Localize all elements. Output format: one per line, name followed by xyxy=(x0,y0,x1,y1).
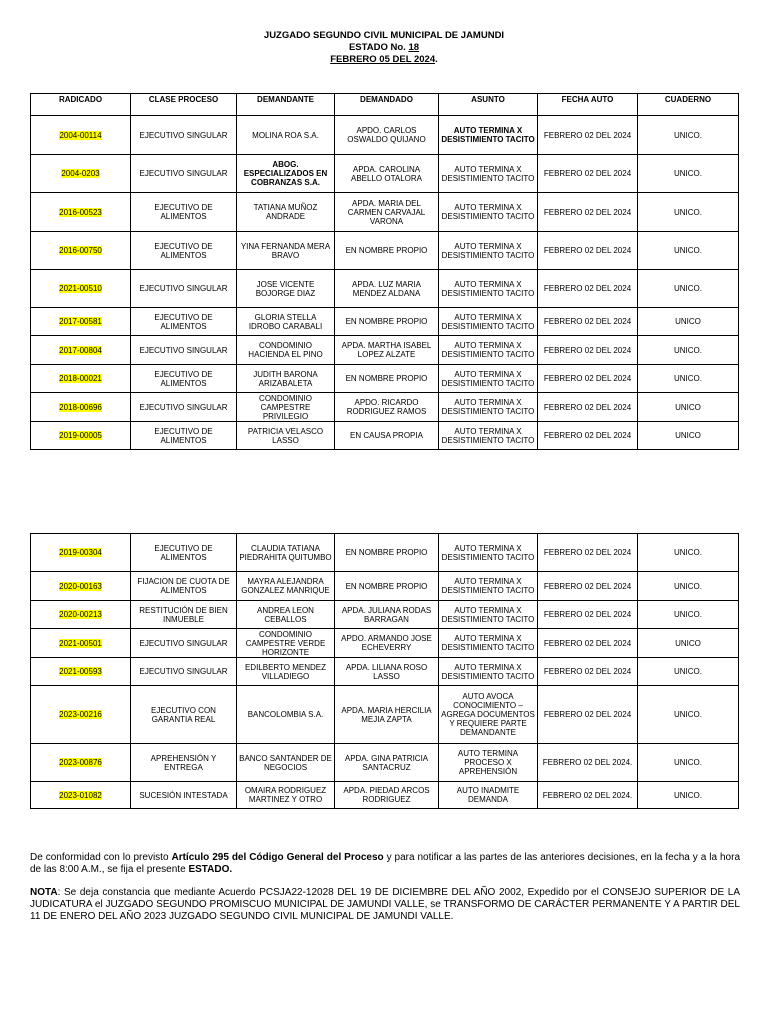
radicado-number: 2016-00523 xyxy=(59,207,102,217)
demandante-cell: JOSE VICENTE BOJORGE DIAZ xyxy=(237,270,335,308)
cuaderno-cell: UNICO. xyxy=(638,572,739,601)
demandado-cell: EN NOMBRE PROPIO xyxy=(335,365,439,393)
cuaderno-cell: UNICO xyxy=(638,308,739,336)
nota-paragraph: NOTA: Se deja constancia que mediante Acuerdo PCSJA22-12028 DEL 19 DE DICIEMBRE DEL AÑO 2002, Expedido por el CONSEJO SUPERIOR DE LA JUDICATURA el JUZGADO SEGUNDO PROMISCUO MUNICIPAL DE JAMUNDI VALLE, se TRANSFORMO DE CARÁCTER PERMANENTE Y A PARTIR DEL 11 DE ENERO DEL AÑO 2023 JUZGADO SEGUNDO CIVIL MUNICIPAL DE JAMUNDI VALLE. xyxy=(30,887,740,922)
fecha-auto-cell: FEBRERO 02 DEL 2024 xyxy=(538,232,638,270)
clase-proceso-cell: EJECUTIVO SINGULAR xyxy=(131,270,237,308)
clase-proceso-cell: RESTITUCIÓN DE BIEN INMUEBLE xyxy=(131,601,237,629)
radicado-number: 2017-00581 xyxy=(59,317,102,326)
asunto-cell: AUTO TERMINA X DESISTIMIENTO TACITO xyxy=(439,601,538,629)
date-line: FEBRERO 05 DEL 2024. xyxy=(330,54,438,65)
demandante-cell: ANDREA LEON CEBALLOS xyxy=(237,601,335,629)
asunto-cell: AUTO TERMINA X DESISTIMIENTO TACITO xyxy=(439,629,538,658)
court-name: JUZGADO SEGUNDO CIVIL MUNICIPAL DE JAMUNDI xyxy=(263,30,505,41)
table-row xyxy=(31,782,739,809)
table-row xyxy=(31,572,739,601)
demandado-cell: EN CAUSA PROPIA xyxy=(335,422,439,450)
clase-proceso-cell: SUCESIÓN INTESTADA xyxy=(131,782,237,809)
col-header: CUADERNO xyxy=(638,94,739,116)
radicado-number: 2017-00804 xyxy=(59,345,102,355)
demandado-cell: APDA. JULIANA RODAS BARRAGAN xyxy=(335,601,439,629)
demandante-cell: YINA FERNANDA MERA BRAVO xyxy=(237,232,335,270)
radicado-cell xyxy=(31,116,131,155)
table-row xyxy=(31,658,739,686)
asunto-cell: AUTO TERMINA X DESISTIMIENTO TACITO xyxy=(439,365,538,393)
radicado-cell xyxy=(31,155,131,193)
clase-proceso-cell: APREHENSIÓN Y ENTREGA xyxy=(131,744,237,782)
fecha-auto-cell: FEBRERO 02 DEL 2024. xyxy=(538,744,638,782)
asunto-cell: AUTO TERMINA X DESISTIMIENTO TACITO xyxy=(439,270,538,308)
cuaderno-cell: UNICO. xyxy=(638,744,739,782)
fecha-auto-cell: FEBRERO 02 DEL 2024 xyxy=(538,270,638,308)
demandante-cell: BANCOLOMBIA S.A. xyxy=(237,686,335,744)
asunto-cell: AUTO TERMINA X DESISTIMIENTO TACITO xyxy=(439,116,538,155)
clase-proceso-cell: EJECUTIVO DE ALIMENTOS xyxy=(131,365,237,393)
radicado-number: 2019-00005 xyxy=(59,431,102,440)
fecha-auto-cell: FEBRERO 02 DEL 2024 xyxy=(538,601,638,629)
fecha-auto-cell: FEBRERO 02 DEL 2024 xyxy=(538,365,638,393)
demandado-cell: APDA. MARTHA ISABEL LOPEZ ALZATE xyxy=(335,336,439,365)
clase-proceso-cell: EJECUTIVO SINGULAR xyxy=(131,336,237,365)
demandado-cell: APDA. GINA PATRICIA SANTACRUZ xyxy=(335,744,439,782)
asunto-cell: AUTO TERMINA X DESISTIMIENTO TACITO xyxy=(439,572,538,601)
fecha-auto-cell: FEBRERO 02 DEL 2024 xyxy=(538,422,638,450)
demandante-cell: OMAIRA RODRIGUEZ MARTINEZ Y OTRO xyxy=(237,782,335,809)
demandante-cell: PATRICIA VELASCO LASSO xyxy=(237,422,335,450)
radicado-number: 2020-00213 xyxy=(59,610,102,619)
asunto-cell: AUTO TERMINA X DESISTIMIENTO TACITO xyxy=(439,658,538,686)
fecha-auto-cell: FEBRERO 02 DEL 2024. xyxy=(538,782,638,809)
radicado-cell xyxy=(31,744,131,782)
cuaderno-cell: UNICO. xyxy=(638,601,739,629)
demandante-cell: TATIANA MUÑOZ ANDRADE xyxy=(237,193,335,232)
demandado-cell: EN NOMBRE PROPIO xyxy=(335,572,439,601)
radicado-number: 2019-00304 xyxy=(59,548,102,557)
cuaderno-cell: UNICO. xyxy=(638,782,739,809)
demandado-cell: APDA. CAROLINA ABELLO OTALORA xyxy=(335,155,439,193)
radicado-cell xyxy=(31,782,131,809)
radicado-cell xyxy=(31,572,131,601)
fecha-auto-cell: FEBRERO 02 DEL 2024 xyxy=(538,572,638,601)
demandado-cell: APDA. MARIA HERCILIA MEJIA ZAPTA xyxy=(335,686,439,744)
radicado-cell xyxy=(31,629,131,658)
radicado-number: 2023-01082 xyxy=(59,790,102,800)
radicado-cell xyxy=(31,658,131,686)
demandante-cell: MAYRA ALEJANDRA GONZALEZ MANRIQUE xyxy=(237,572,335,601)
radicado-cell xyxy=(31,534,131,572)
cuaderno-cell: UNICO xyxy=(638,629,739,658)
radicado-cell xyxy=(31,270,131,308)
table-row xyxy=(31,601,739,629)
cuaderno-cell: UNICO. xyxy=(638,534,739,572)
table-row xyxy=(31,629,739,658)
clase-proceso-cell: EJECUTIVO DE ALIMENTOS xyxy=(131,534,237,572)
demandado-cell: APDA. MARIA DEL CARMEN CARVAJAL VARONA xyxy=(335,193,439,232)
table-row xyxy=(31,744,739,782)
demandante-cell: CONDOMINIO CAMPESTRE VERDE HORIZONTE xyxy=(237,629,335,658)
demandante-cell: MOLINA ROA S.A. xyxy=(237,116,335,155)
demandante-cell: ABOG. ESPECIALIZADOS EN COBRANZAS S.A. xyxy=(237,155,335,193)
table-row xyxy=(31,308,739,336)
demandante-cell: CONDOMINIO HACIENDA EL PINO xyxy=(237,336,335,365)
cuaderno-cell: UNICO xyxy=(638,422,739,450)
estado-table-1 xyxy=(30,93,739,450)
fecha-auto-cell: FEBRERO 02 DEL 2024 xyxy=(538,534,638,572)
radicado-cell xyxy=(31,365,131,393)
fecha-auto-cell: FEBRERO 02 DEL 2024 xyxy=(538,193,638,232)
document-header xyxy=(0,30,768,66)
fecha-auto-cell: FEBRERO 02 DEL 2024 xyxy=(538,393,638,422)
demandado-cell: APDA. LUZ MARIA MENDEZ ALDANA xyxy=(335,270,439,308)
demandado-cell: EN NOMBRE PROPIO xyxy=(335,534,439,572)
cuaderno-cell: UNICO. xyxy=(638,155,739,193)
radicado-cell xyxy=(31,686,131,744)
clase-proceso-cell: EJECUTIVO SINGULAR xyxy=(131,155,237,193)
col-header: CLASE PROCESO xyxy=(131,94,237,116)
demandado-cell: APDA. LILIANA ROSO LASSO xyxy=(335,658,439,686)
radicado-number: 2023-00216 xyxy=(59,710,102,719)
cuaderno-cell: UNICO. xyxy=(638,232,739,270)
cuaderno-cell: UNICO. xyxy=(638,116,739,155)
col-header: FECHA AUTO xyxy=(538,94,638,116)
fecha-auto-cell: FEBRERO 02 DEL 2024 xyxy=(538,658,638,686)
cuaderno-cell: UNICO. xyxy=(638,270,739,308)
demandante-cell: JUDITH BARONA ARIZABALETA xyxy=(237,365,335,393)
clase-proceso-cell: EJECUTIVO SINGULAR xyxy=(131,116,237,155)
cuaderno-cell: UNICO. xyxy=(638,365,739,393)
table-row xyxy=(31,422,739,450)
asunto-cell: AUTO TERMINA X DESISTIMIENTO TACITO xyxy=(439,232,538,270)
demandado-cell: EN NOMBRE PROPIO xyxy=(335,232,439,270)
notification-paragraph: De conformidad con lo previsto Artículo 295 del Código General del Proceso y para notificar a las partes de las anteriores decisiones, en la fecha y a la hora de las 8:00 A.M., se fija el presente ESTADO. xyxy=(30,852,741,875)
radicado-number: 2016-00750 xyxy=(59,246,102,255)
clase-proceso-cell: FIJACION DE CUOTA DE ALIMENTOS xyxy=(131,572,237,601)
clase-proceso-cell: EJECUTIVO DE ALIMENTOS xyxy=(131,422,237,450)
estado-table-2 xyxy=(30,533,739,809)
table-row xyxy=(31,336,739,365)
col-header: DEMANDADO xyxy=(335,94,439,116)
demandado-cell: APDO. RICARDO RODRIGUEZ RAMOS xyxy=(335,393,439,422)
clase-proceso-cell: EJECUTIVO CON GARANTIA REAL xyxy=(131,686,237,744)
asunto-cell: AUTO TERMINA X DESISTIMIENTO TACITO xyxy=(439,393,538,422)
radicado-number: 2004-0203 xyxy=(61,169,100,178)
asunto-cell: AUTO TERMINA PROCESO X APREHENSIÓN xyxy=(439,744,538,782)
demandado-cell: APDO. CARLOS OSWALDO QUIJANO xyxy=(335,116,439,155)
clase-proceso-cell: EJECUTIVO SINGULAR xyxy=(131,658,237,686)
table-row xyxy=(31,155,739,193)
radicado-number: 2004-00114 xyxy=(59,130,102,140)
fecha-auto-cell: FEBRERO 02 DEL 2024 xyxy=(538,629,638,658)
radicado-number: 2018-00021 xyxy=(59,374,102,383)
clase-proceso-cell: EJECUTIVO DE ALIMENTOS xyxy=(131,193,237,232)
table-row xyxy=(31,393,739,422)
radicado-cell xyxy=(31,232,131,270)
radicado-number: 2021-00593 xyxy=(59,667,102,676)
clase-proceso-cell: EJECUTIVO DE ALIMENTOS xyxy=(131,232,237,270)
radicado-number: 2018-00696 xyxy=(59,402,102,412)
radicado-number: 2021-00510 xyxy=(59,284,102,293)
table-row xyxy=(31,365,739,393)
cuaderno-cell: UNICO. xyxy=(638,336,739,365)
cuaderno-cell: UNICO xyxy=(638,393,739,422)
fecha-auto-cell: FEBRERO 02 DEL 2024 xyxy=(538,116,638,155)
table-row xyxy=(31,193,739,232)
demandado-cell: APDO. ARMANDO JOSE ECHEVERRY xyxy=(335,629,439,658)
radicado-cell xyxy=(31,422,131,450)
demandado-cell: APDA. PIEDAD ARCOS RODRIGUEZ xyxy=(335,782,439,809)
cuaderno-cell: UNICO. xyxy=(638,193,739,232)
clase-proceso-cell: EJECUTIVO SINGULAR xyxy=(131,393,237,422)
estado-number: 18 xyxy=(408,42,420,53)
radicado-cell xyxy=(31,393,131,422)
radicado-cell xyxy=(31,336,131,365)
clase-proceso-cell: EJECUTIVO DE ALIMENTOS xyxy=(131,308,237,336)
radicado-cell xyxy=(31,193,131,232)
estado-number-line: ESTADO No. 18 xyxy=(348,42,420,53)
col-header: DEMANDANTE xyxy=(237,94,335,116)
table-row xyxy=(31,534,739,572)
fecha-auto-cell: FEBRERO 02 DEL 2024 xyxy=(538,155,638,193)
col-header: ASUNTO xyxy=(439,94,538,116)
asunto-cell: AUTO TERMINA X DESISTIMIENTO TACITO xyxy=(439,193,538,232)
asunto-cell: AUTO TERMINA X DESISTIMIENTO TACITO xyxy=(439,308,538,336)
demandante-cell: CONDOMINIO CAMPESTRE PRIVILEGIO xyxy=(237,393,335,422)
cuaderno-cell: UNICO. xyxy=(638,686,739,744)
demandante-cell: GLORIA STELLA IDROBO CARABALI xyxy=(237,308,335,336)
table-header-row xyxy=(31,94,739,116)
radicado-cell xyxy=(31,601,131,629)
table-row xyxy=(31,270,739,308)
radicado-number: 2021-00501 xyxy=(59,638,102,648)
asunto-cell: AUTO TERMINA X DESISTIMIENTO TACITO xyxy=(439,155,538,193)
cuaderno-cell: UNICO. xyxy=(638,658,739,686)
demandante-cell: EDILBERTO MENDEZ VILLADIEGO xyxy=(237,658,335,686)
fecha-auto-cell: FEBRERO 02 DEL 2024 xyxy=(538,336,638,365)
demandado-cell: EN NOMBRE PROPIO xyxy=(335,308,439,336)
fecha-auto-cell: FEBRERO 02 DEL 2024 xyxy=(538,308,638,336)
asunto-cell: AUTO AVOCA CONOCIMIENTO – AGREGA DOCUMENTOS Y REQUIERE PARTE DEMANDANTE xyxy=(439,686,538,744)
table-row xyxy=(31,686,739,744)
radicado-number: 2023-00876 xyxy=(59,758,102,767)
demandante-cell: BANCO SANTANDER DE NEGOCIOS xyxy=(237,744,335,782)
fecha-auto-cell: FEBRERO 02 DEL 2024 xyxy=(538,686,638,744)
asunto-cell: AUTO TERMINA X DESISTIMIENTO TACITO xyxy=(439,336,538,365)
asunto-cell: AUTO INADMITE DEMANDA xyxy=(439,782,538,809)
radicado-number: 2020-00163 xyxy=(59,581,102,591)
clase-proceso-cell: EJECUTIVO SINGULAR xyxy=(131,629,237,658)
table-row xyxy=(31,232,739,270)
demandante-cell: CLAUDIA TATIANA PIEDRAHITA QUITUMBO xyxy=(237,534,335,572)
radicado-cell xyxy=(31,308,131,336)
col-header: RADICADO xyxy=(31,94,131,116)
asunto-cell: AUTO TERMINA X DESISTIMIENTO TACITO xyxy=(439,422,538,450)
table-row xyxy=(31,116,739,155)
asunto-cell: AUTO TERMINA X DESISTIMIENTO TACITO xyxy=(439,534,538,572)
